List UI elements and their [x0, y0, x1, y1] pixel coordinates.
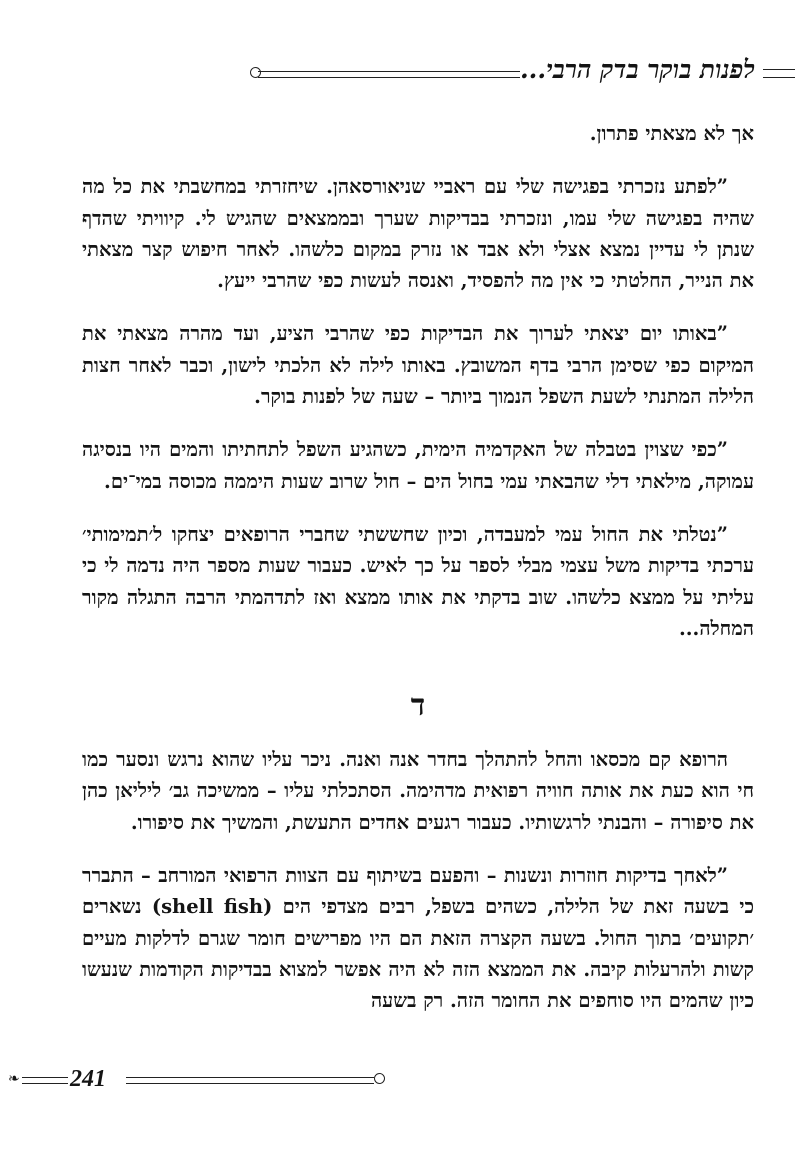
- paragraph: ”לאחך בדיקות חוזרות ונשנות – והפעם בשיתוף עם הצוות הרפואי המורחב – התברר כי בשעה זאת של הלילה, כשהים בשפל, רבים מצדפי הים (shell fish) נשארים ׳תקועים׳ בתוך החול. בשעה הקצרה הזאת הם היו מפרישים חומר שגרם לדלקות מעיים קשות ולהרעלות קיבה. את הממצא הזה לא היה אפשר למצוא בבדיקות הקודמות שנעשו כיון שהמים היו סוחפים את החומר הזה. רק בשעה: [82, 864, 754, 1013]
- paragraph: הרופא קם מכסאו והחל להתהלך בחדר אנה ואנה. ניכר עליו שהוא נרגש ונסער כמו חי הוא כעת את אותה חוויה רפואית מדהימה. הסתכלתי עליו – ממשיכה גב׳ ליליאן כהן את סיפורה – והבנתי לרגשותיו. כעבור רגעים אחדים התעשת, והמשיך את סיפורו.: [82, 748, 754, 834]
- footer-rule-left: [22, 1077, 68, 1084]
- header-rule: [258, 71, 520, 78]
- page-footer: [8, 1064, 388, 1094]
- paragraph: אך לא מצאתי פתרון.: [589, 122, 754, 145]
- page-body: [82, 118, 754, 1039]
- page-number: 241: [70, 1066, 106, 1092]
- paragraph: ”נטלתי את החול עמי למעבדה, וכיון שחששתי שחברי הרופאים יצחקו ל׳תמימותי׳ ערכתי בדיקות משל עצמי מבלי לספר על כך לאיש. כעבור שעות מספר היה נדמה לי כי עליתי על ממצא כלשהו. שוב בדקתי את אותו ממצא ואז לתדהמתי הרבה התגלה מקור המחלה...: [82, 522, 754, 640]
- running-header: [250, 52, 795, 92]
- footer-ornament-circle: [374, 1073, 385, 1084]
- footer-rule: [126, 1077, 374, 1084]
- section-heading: ד: [410, 688, 426, 724]
- paragraph: ”לפתע נזכרתי בפגישה שלי עם ראביי שניאורסאהן. שיחזרתי במחשבתי את כל מה שהיה בפגישה שלי עמו, ונזכרתי בבדיקות שערך ובממצאים שהגיש לי. קיוויתי שהדף שנתן לי עדיין נמצא אצלי ולא אבד או נזרק במקום כלשהו. לאחר חיפוש קצר מצאתי את הנייר, החלטתי כי אין מה להפסיד, ואנסה לעשות כפי שהרבי ייעץ.: [82, 175, 754, 293]
- paragraph: ”באותו יום יצאתי לערוך את הבדיקות כפי שהרבי הציע, ועד מהרה מצאתי את המיקום כפי שסימן הרבי בדף המשובץ. באותו לילה לא הלכתי לישון, וכבר לאחר חצות הלילה המתנתי לשעת השפל הנמוך ביותר – שעה של לפנות בוקר.: [82, 322, 754, 409]
- header-rule-right: [763, 69, 795, 78]
- footer-ornament-icon: ❧: [8, 1071, 20, 1087]
- paragraph: ”כפי שצוין בטבלה של האקדמיה הימית, כשהגיע השפל לתחתיתו והמים היו בנסיגה עמוקה, מילאתי דלי שהבאתי עמי בחול הים – חול שרוב שעות היממה מכוסה במי־ים.: [82, 438, 754, 493]
- running-header-title: לפנות בוקר בדק הרבי...: [519, 55, 755, 84]
